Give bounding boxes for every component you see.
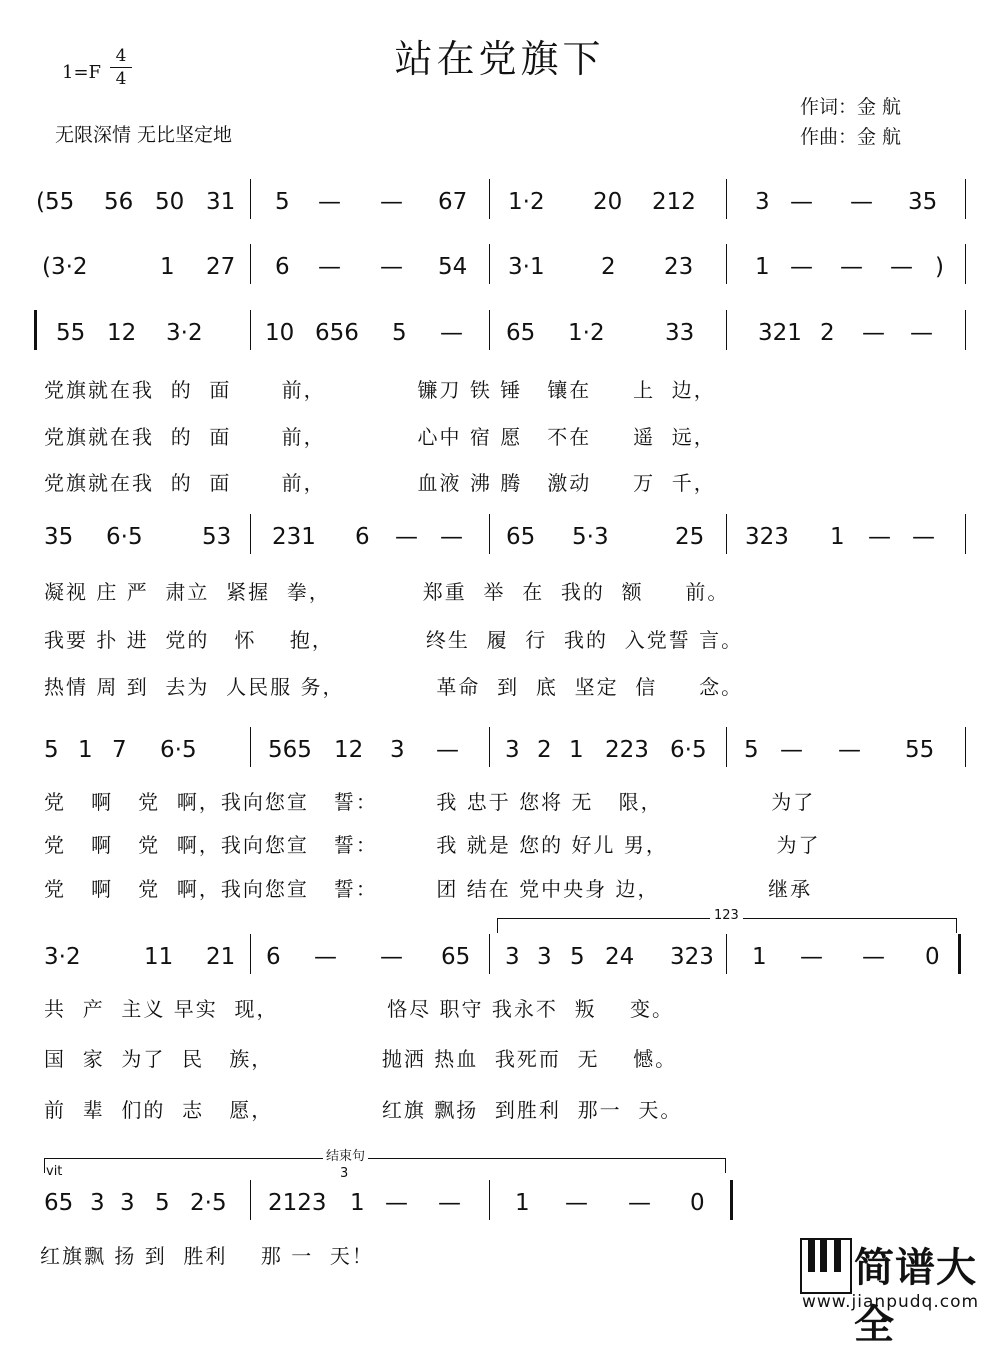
note: 27	[206, 254, 236, 280]
barline	[489, 1180, 490, 1220]
watermark-url: www.jianpudq.com	[802, 1292, 980, 1312]
note: 55	[905, 737, 935, 763]
note: —	[868, 524, 891, 550]
time-top: 4	[115, 46, 127, 66]
note: 5·3	[572, 524, 609, 550]
note: 2	[537, 737, 552, 763]
note: 1·2	[568, 320, 605, 346]
note: —	[838, 737, 861, 763]
note: 3	[505, 737, 520, 763]
note: 323	[670, 944, 714, 970]
note: 5	[744, 737, 759, 763]
watermark-title: 简谱大全	[854, 1245, 977, 1348]
ending-label: 结束句	[323, 1145, 368, 1164]
note: 3	[90, 1190, 105, 1216]
lyrics-verse-1: 党 啊 党 啊，我向您宣 誓： 我 忠于 您将 无 限， 为了	[44, 790, 816, 814]
note: 2	[820, 320, 835, 346]
note: —	[440, 524, 463, 550]
note: 1	[755, 254, 770, 280]
note: —	[850, 189, 873, 215]
note: 1·2	[508, 189, 545, 215]
note: 6	[275, 254, 290, 280]
note: —	[380, 189, 403, 215]
note: 1	[350, 1190, 365, 1216]
note: —	[318, 254, 341, 280]
note: 23	[664, 254, 694, 280]
barline	[250, 514, 251, 554]
note: 3·2	[166, 320, 203, 346]
note: 35	[44, 524, 74, 550]
piano-keys-icon	[800, 1238, 852, 1294]
note: —	[862, 944, 885, 970]
note: 31	[206, 189, 236, 215]
note: 2·5	[190, 1190, 227, 1216]
barline	[489, 934, 490, 974]
note: 7	[112, 737, 127, 763]
note: —	[565, 1190, 588, 1216]
note: 11	[144, 944, 174, 970]
note: —	[890, 254, 913, 280]
note: 12	[107, 320, 137, 346]
note: 54	[438, 254, 468, 280]
lyrics-verse-1: 党旗就在我 的 面 前， 镰刀 铁 锤 镶在 上 边，	[44, 378, 716, 402]
barline	[489, 179, 490, 219]
note: 3	[505, 944, 520, 970]
note: —	[840, 254, 863, 280]
repeat-end-barline	[958, 934, 961, 974]
lyrics-verse-2: 党 啊 党 啊，我向您宣 誓： 我 就是 您的 好儿 男， 为了	[44, 833, 821, 857]
note: 6	[266, 944, 281, 970]
note: 565	[268, 737, 312, 763]
note: 231	[272, 524, 316, 550]
note: 3	[755, 189, 770, 215]
song-title: 站在党旗下	[394, 37, 605, 81]
note: 6·5	[160, 737, 197, 763]
lyrics-ending: 红旗飘 扬 到 胜利 那 一 天！	[40, 1244, 374, 1268]
lyrics-verse-3: 热情 周 到 去为 人民服 务， 革命 到 底 坚定 信 念。	[44, 675, 744, 699]
lyrics-verse-1: 凝视 庄 严 肃立 紧握 拳， 郑重 举 在 我的 额 前。	[44, 580, 730, 604]
note: 53	[202, 524, 232, 550]
repeat-barline	[34, 310, 37, 350]
note: 0	[925, 944, 940, 970]
triplet-mark: 3	[340, 1166, 349, 1181]
note: 21	[206, 944, 236, 970]
barline	[726, 244, 727, 284]
note: 3	[120, 1190, 135, 1216]
note: 25	[675, 524, 705, 550]
barline	[965, 179, 966, 219]
note: 5	[275, 189, 290, 215]
note: —	[380, 944, 403, 970]
note: —	[910, 320, 933, 346]
barline	[250, 1180, 251, 1220]
vit-marking: vit	[46, 1164, 63, 1179]
note: —	[628, 1190, 651, 1216]
note: —	[780, 737, 803, 763]
barline	[250, 310, 251, 350]
barline	[965, 727, 966, 767]
note: 1	[752, 944, 767, 970]
note: 65	[506, 320, 536, 346]
note: —	[912, 524, 935, 550]
barline	[965, 244, 966, 284]
time-signature	[110, 46, 132, 89]
note: 65	[441, 944, 471, 970]
note: 5	[44, 737, 59, 763]
ending-bracket	[44, 1158, 726, 1173]
note: —	[800, 944, 823, 970]
note: 3·2	[44, 944, 81, 970]
note: —	[436, 737, 459, 763]
note: 55	[56, 320, 86, 346]
note: 20	[593, 189, 623, 215]
lyrics-verse-3: 党旗就在我 的 面 前， 血液 沸 腾 激动 万 千，	[44, 471, 716, 495]
note: —	[395, 524, 418, 550]
lyrics-verse-2: 国 家 为了 民 族， 抛洒 热血 我死而 无 憾。	[44, 1047, 678, 1071]
note: 0	[690, 1190, 705, 1216]
note: 5	[570, 944, 585, 970]
lyrics-verse-2: 我要 扑 进 党的 怀 抱， 终生 履 行 我的 入党誓 言。	[44, 628, 744, 652]
note: 1	[830, 524, 845, 550]
note: 65	[44, 1190, 74, 1216]
barline	[965, 310, 966, 350]
barline	[489, 244, 490, 284]
note: 1	[515, 1190, 530, 1216]
time-bottom: 4	[115, 69, 127, 89]
note: 323	[745, 524, 789, 550]
note: 56	[104, 189, 134, 215]
barline	[250, 934, 251, 974]
score-row-2	[0, 252, 999, 322]
note: —	[440, 320, 463, 346]
note: 656	[315, 320, 359, 346]
note: —	[318, 189, 341, 215]
note: 5	[155, 1190, 170, 1216]
note: —	[438, 1190, 461, 1216]
note: 2	[601, 254, 616, 280]
note: )	[935, 254, 944, 280]
lyrics-verse-3: 前 辈 们的 志 愿， 红旗 飘扬 到胜利 那一 天。	[44, 1098, 683, 1122]
note: 223	[605, 737, 649, 763]
note: 65	[506, 524, 536, 550]
note: —	[380, 254, 403, 280]
barline	[250, 727, 251, 767]
note: —	[790, 189, 813, 215]
barline	[726, 934, 727, 974]
note: —	[385, 1190, 408, 1216]
tempo-marking: 无限深情 无比坚定地	[55, 124, 233, 146]
note: —	[790, 254, 813, 280]
score-row-1	[0, 187, 999, 257]
barline	[726, 514, 727, 554]
note: 33	[665, 320, 695, 346]
note: 1	[78, 737, 93, 763]
note: 10	[265, 320, 295, 346]
note: 6	[355, 524, 370, 550]
barline	[489, 310, 490, 350]
barline	[726, 310, 727, 350]
note: 3	[390, 737, 405, 763]
note: (55	[36, 189, 75, 215]
barline	[250, 179, 251, 219]
lyrics-verse-1: 共 产 主义 早实 现， 恪尽 职守 我永不 叛 变。	[44, 997, 675, 1021]
final-barline	[730, 1180, 733, 1220]
lyricist-credit: 作词：金 航	[800, 96, 902, 118]
note: (3·2	[42, 254, 88, 280]
note: 3·1	[508, 254, 545, 280]
note: 1	[160, 254, 175, 280]
barline	[489, 514, 490, 554]
note: 321	[758, 320, 802, 346]
lyrics-verse-3: 党 啊 党 啊，我向您宣 誓： 团 结在 党中央身 边， 继承	[44, 877, 813, 901]
note: 24	[605, 944, 635, 970]
watermark-logo	[800, 1238, 998, 1348]
note: 35	[908, 189, 938, 215]
barline	[965, 514, 966, 554]
composer-credit: 作曲：金 航	[800, 126, 902, 148]
note: 5	[392, 320, 407, 346]
note: 12	[334, 737, 364, 763]
note: —	[314, 944, 337, 970]
note: 212	[652, 189, 696, 215]
key-signature: 1=F	[62, 62, 102, 83]
note: 67	[438, 189, 468, 215]
note: —	[862, 320, 885, 346]
barline	[726, 179, 727, 219]
note: 50	[155, 189, 185, 215]
barline	[250, 244, 251, 284]
barline	[489, 727, 490, 767]
lyrics-verse-2: 党旗就在我 的 面 前， 心中 宿 愿 不在 遥 远，	[44, 425, 716, 449]
note: 2123	[268, 1190, 327, 1216]
note: 6·5	[106, 524, 143, 550]
note: 6·5	[670, 737, 707, 763]
barline	[726, 727, 727, 767]
volta-label: 123	[710, 908, 743, 923]
note: 3	[537, 944, 552, 970]
note: 1	[569, 737, 584, 763]
